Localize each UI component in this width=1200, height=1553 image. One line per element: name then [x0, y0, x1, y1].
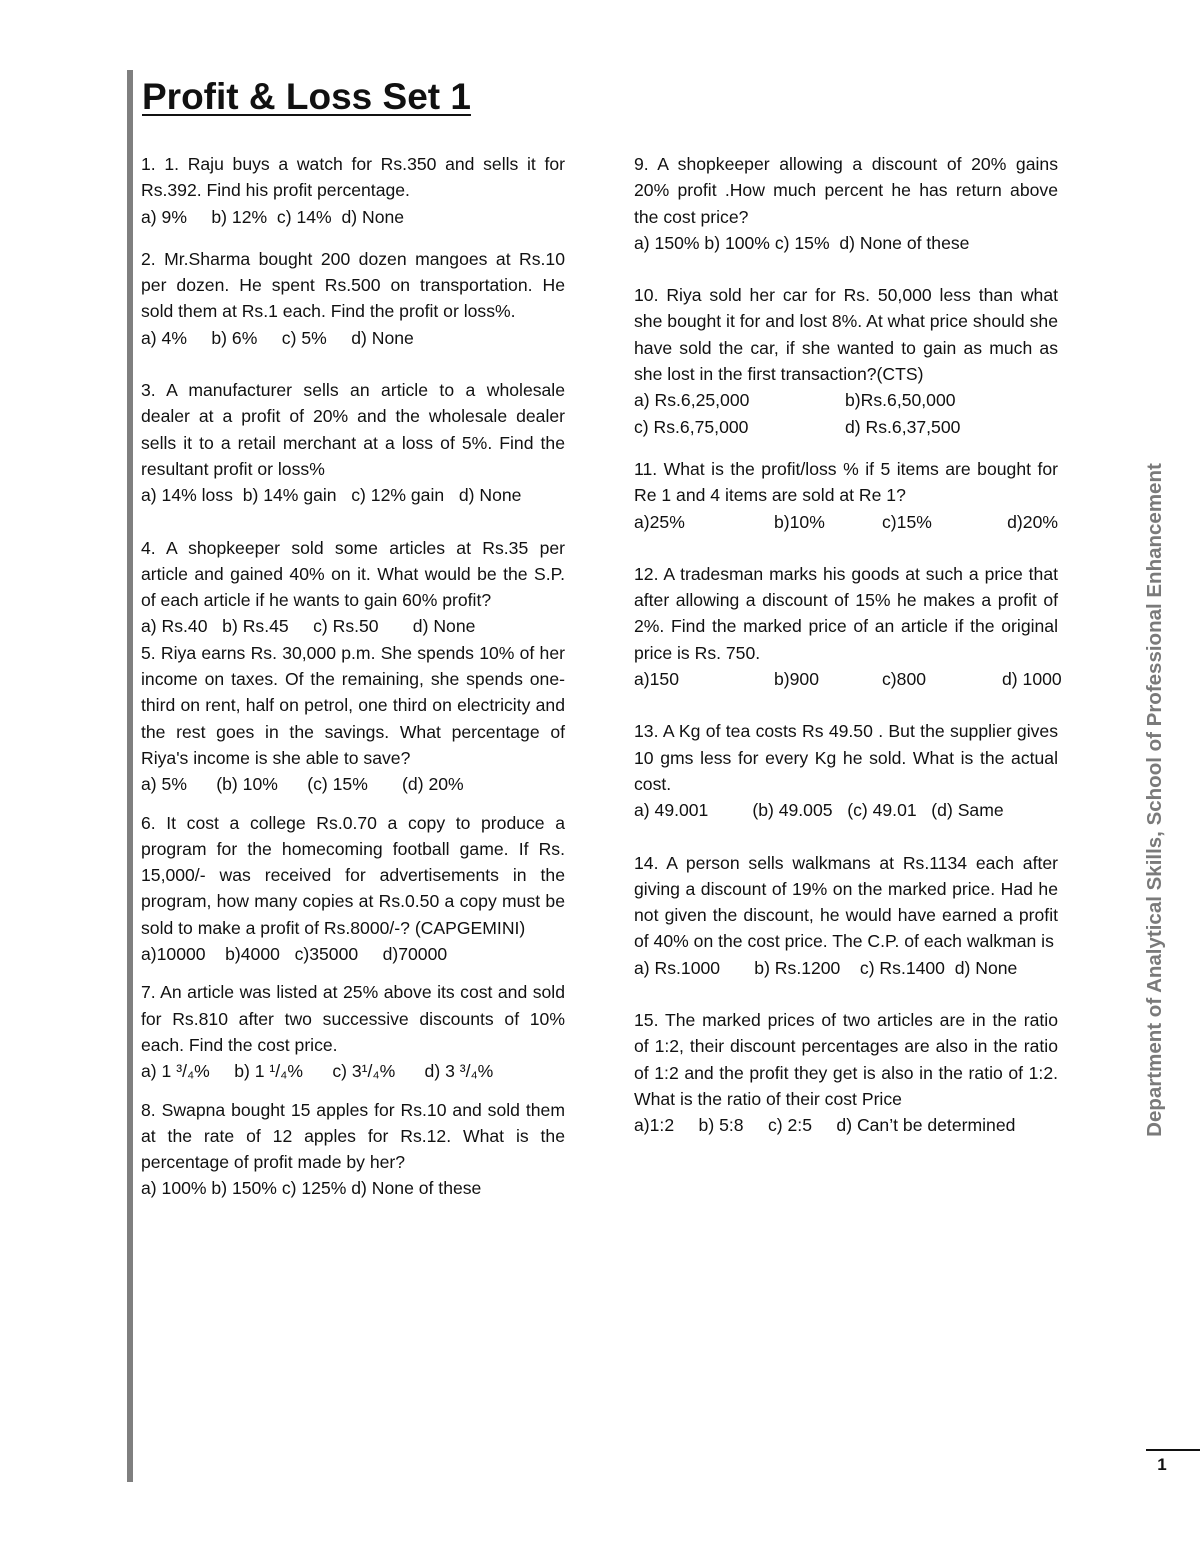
department-sidebar-text: Department of Analytical Skills, School of Professional Enhancement — [1143, 463, 1166, 1137]
question-14-stem: 14. A person sells walkmans at Rs.1134 each after giving a discount of 19% on the marked price. Had he not given the discount, he would have earned a profit of 40% on the cost price. The C.P. of each walkman is — [634, 852, 1058, 952]
question-15-options: a)1:2 b) 5:8 c) 2:5 d) Can’t be determined — [634, 1115, 1016, 1136]
question-15 — [634, 1007, 1058, 1138]
question-8-options: a) 100% b) 150% c) 125% d) None of these — [141, 1178, 482, 1199]
question-12-stem: 12. A tradesman marks his goods at such a price that after allowing a discount of 15% he makes a profit of 2%. Find the marked price of an article if the original price is Rs. 750. — [634, 563, 1058, 663]
question-8 — [141, 1097, 565, 1202]
question-7-stem: 7. An article was listed at 25% above its cost and sold for Rs.810 after two successive discounts of 10% each. Find the cost price. — [141, 982, 565, 1055]
question-9-stem: 9. A shopkeeper allowing a discount of 20% gains 20% profit .How much percent he has return above the cost price? — [634, 154, 1058, 227]
question-2-options: a) 4% b) 6% c) 5% d) None — [141, 327, 414, 348]
question-4 — [141, 535, 565, 640]
question-4-options: a) Rs.40 b) Rs.45 c) Rs.50 d) None — [141, 616, 476, 637]
question-10-options — [634, 387, 1058, 440]
question-11-option-d: d)20% — [1007, 511, 1058, 532]
question-9 — [634, 151, 1058, 256]
question-14-options: a) Rs.1000 b) Rs.1200 c) Rs.1400 d) None — [634, 957, 1018, 978]
question-5-options: a) 5% (b) 10% (c) 15% (d) 20% — [141, 774, 464, 795]
question-11-options — [634, 509, 1058, 535]
question-1-options: a) 9% b) 12% c) 14% d) None — [141, 206, 405, 227]
question-14 — [634, 850, 1058, 981]
question-11-option-a: a)25% — [634, 511, 685, 532]
question-9-options: a) 150% b) 100% c) 15% d) None of these — [634, 232, 970, 253]
left-margin-rule — [127, 70, 133, 1482]
question-3-options: a) 14% loss b) 14% gain c) 12% gain d) None — [141, 485, 522, 506]
question-13 — [634, 718, 1058, 823]
question-10-option-b: b)Rs.6,50,000 — [845, 390, 956, 411]
question-10-stem: 10. Riya sold her car for Rs. 50,000 less than what she bought it for and lost 8%. At what price should she have sold the car, if she wanted to gain as much as she lost in the first transaction?(CTS) — [634, 285, 1058, 385]
question-13-stem: 13. A Kg of tea costs Rs 49.50 . But the supplier gives 10 gms less for every Kg he sold. What is the actual cost. — [634, 721, 1058, 794]
question-10 — [634, 282, 1058, 440]
question-1 — [141, 151, 565, 230]
question-7 — [141, 979, 565, 1084]
question-2 — [141, 246, 565, 351]
left-question-column — [141, 151, 565, 1202]
question-12-option-b: b)900 — [774, 669, 819, 690]
question-7-options: a) 1 ³/₄% b) 1 ¹/₄% c) 3¹/₄% d) 3 ³/₄% — [141, 1061, 494, 1082]
question-8-stem: 8. Swapna bought 15 apples for Rs.10 and sold them at the rate of 12 apples for Rs.12. What is the percentage of profit made by her? — [141, 1099, 565, 1173]
question-5-stem: 5. Riya earns Rs. 30,000 p.m. She spends 10% of her income on taxes. Of the remaining, she spends one-third on rent, half on petrol, one third on electricity and the rest goes in the savings. What percentage of Riya's income is she able to save? — [141, 642, 565, 768]
question-15-stem: 15. The marked prices of two articles are in the ratio of 1:2, their discount percentages are also in the ratio of 1:2 and the profit they get is also in the ratio of 1:2. What is the ratio of their cost Price — [634, 1010, 1058, 1109]
question-11-option-c: c)15% — [882, 511, 932, 532]
question-12-option-c: c)800 — [882, 669, 927, 690]
question-6-options: a)10000 b)4000 c)35000 d)70000 — [141, 944, 448, 965]
page-number: 1 — [1157, 1455, 1167, 1474]
question-11-option-b: b)10% — [774, 511, 825, 532]
question-6-stem: 6. It cost a college Rs.0.70 a copy to produce a program for the homecoming football game. If Rs. 15,000/- was received for advertisements in the program, how many copies at Rs.0.50 a copy must be sold to make a profit of Rs.8000/-? (CAPGEMINI) — [141, 812, 565, 938]
question-11-stem: 11. What is the profit/loss % if 5 items are bought for Re 1 and 4 items are sold at Re 1? — [634, 458, 1058, 506]
question-12-option-a: a)150 — [634, 669, 679, 690]
question-3 — [141, 377, 565, 508]
question-2-stem: 2. Mr.Sharma bought 200 dozen mangoes at Rs.10 per dozen. He spent Rs.500 on transportation. He sold them at Rs.1 each. Find the profit or loss%. — [141, 248, 565, 322]
question-1-stem: 1. 1. Raju buys a watch for Rs.350 and sells it for Rs.392. Find his profit percentage. — [141, 154, 565, 201]
question-5 — [141, 640, 565, 798]
question-12 — [634, 561, 1062, 692]
page-title: Profit & Loss Set 1 — [142, 76, 471, 117]
question-10-option-c: c) Rs.6,75,000 — [634, 416, 749, 437]
question-10-option-d: d) Rs.6,37,500 — [845, 416, 961, 437]
question-12-options — [634, 666, 1062, 692]
question-4-stem: 4. A shopkeeper sold some articles at Rs.35 per article and gained 40% on it. What would be the S.P. of each article if he wants to gain 60% profit? — [141, 537, 565, 611]
question-3-stem: 3. A manufacturer sells an article to a wholesale dealer at a profit of 20% and the wholesale dealer sells it to a retail merchant at a loss of 5%. Find the resultant profit or loss% — [141, 380, 565, 479]
question-12-option-d: d) 1000 — [1002, 669, 1062, 690]
question-6 — [141, 810, 565, 968]
question-13-options: a) 49.001 (b) 49.005 (c) 49.01 (d) Same — [634, 800, 1004, 821]
page-number-rule — [1146, 1449, 1200, 1451]
question-10-option-a: a) Rs.6,25,000 — [634, 390, 750, 411]
question-11 — [634, 456, 1058, 535]
right-question-column — [634, 151, 1062, 1139]
